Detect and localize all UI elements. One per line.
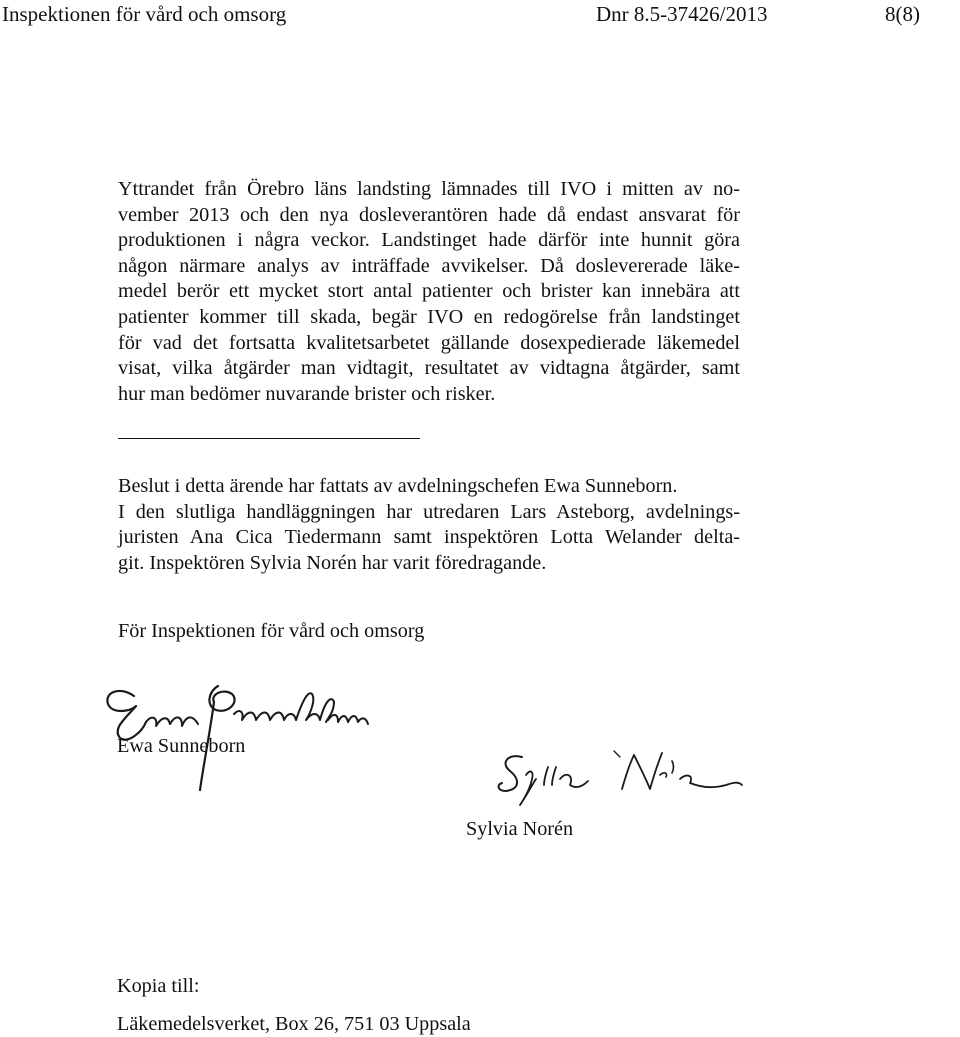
page-header: [0, 0, 960, 40]
copy-to-label: Kopia till:: [117, 975, 200, 997]
paragraph-decision: [118, 474, 740, 576]
paragraph-line: någon närmare analys av inträffade avvikelser. Då doslevererade läke-: [118, 254, 740, 277]
signature-sylvia-noren: [490, 745, 770, 815]
paragraph-line: visat, vilka åtgärder man vidtagit, resultatet av vidtagna åtgärder, samt: [118, 357, 740, 380]
paragraph-line: produktionen i några veckor. Landstinget hade därför inte hunnit göra: [118, 229, 740, 252]
organization-name: Inspektionen för vård och omsorg: [2, 2, 287, 26]
section-divider: [118, 438, 420, 439]
paragraph-line: hur man bedömer nuvarande brister och risker.: [118, 382, 496, 405]
paragraph-statement: [118, 177, 740, 407]
paragraph-line: för vad det fortsatta kvalitetsarbetet gällande dosexpedierade läkemedel: [118, 331, 740, 354]
paragraph-line: vember 2013 och den nya dosleverantören hade då endast ansvarat för: [118, 203, 740, 226]
paragraph-line: Yttrandet från Örebro läns landsting lämnades till IVO i mitten av no-: [118, 178, 740, 200]
paragraph-line: git. Inspektören Sylvia Norén har varit föredragande.: [118, 551, 547, 574]
paragraph-line: juristen Ana Cica Tiedermann samt inspektören Lotta Welander delta-: [118, 526, 740, 549]
page-number: 8(8): [885, 2, 920, 26]
signatory-name-secondary: Sylvia Norén: [466, 818, 574, 840]
closing-line: För Inspektionen för vård och omsorg: [118, 620, 425, 642]
paragraph-line: patienter kommer till skada, begär IVO en redogörelse från landstinget: [118, 305, 740, 328]
signatory-name-primary: Ewa Sunneborn: [117, 735, 246, 757]
paragraph-line: medel berör ett mycket stort antal patienter och brister kan innebära att: [118, 280, 740, 303]
copy-recipient: Läkemedelsverket, Box 26, 751 03 Uppsala: [117, 1013, 471, 1035]
document-reference: Dnr 8.5-37426/2013: [596, 2, 768, 26]
paragraph-line: I den slutliga handläggningen har utredaren Lars Asteborg, avdelnings-: [118, 500, 740, 523]
paragraph-line: Beslut i detta ärende har fattats av avdelningschefen Ewa Sunneborn.: [118, 475, 678, 497]
